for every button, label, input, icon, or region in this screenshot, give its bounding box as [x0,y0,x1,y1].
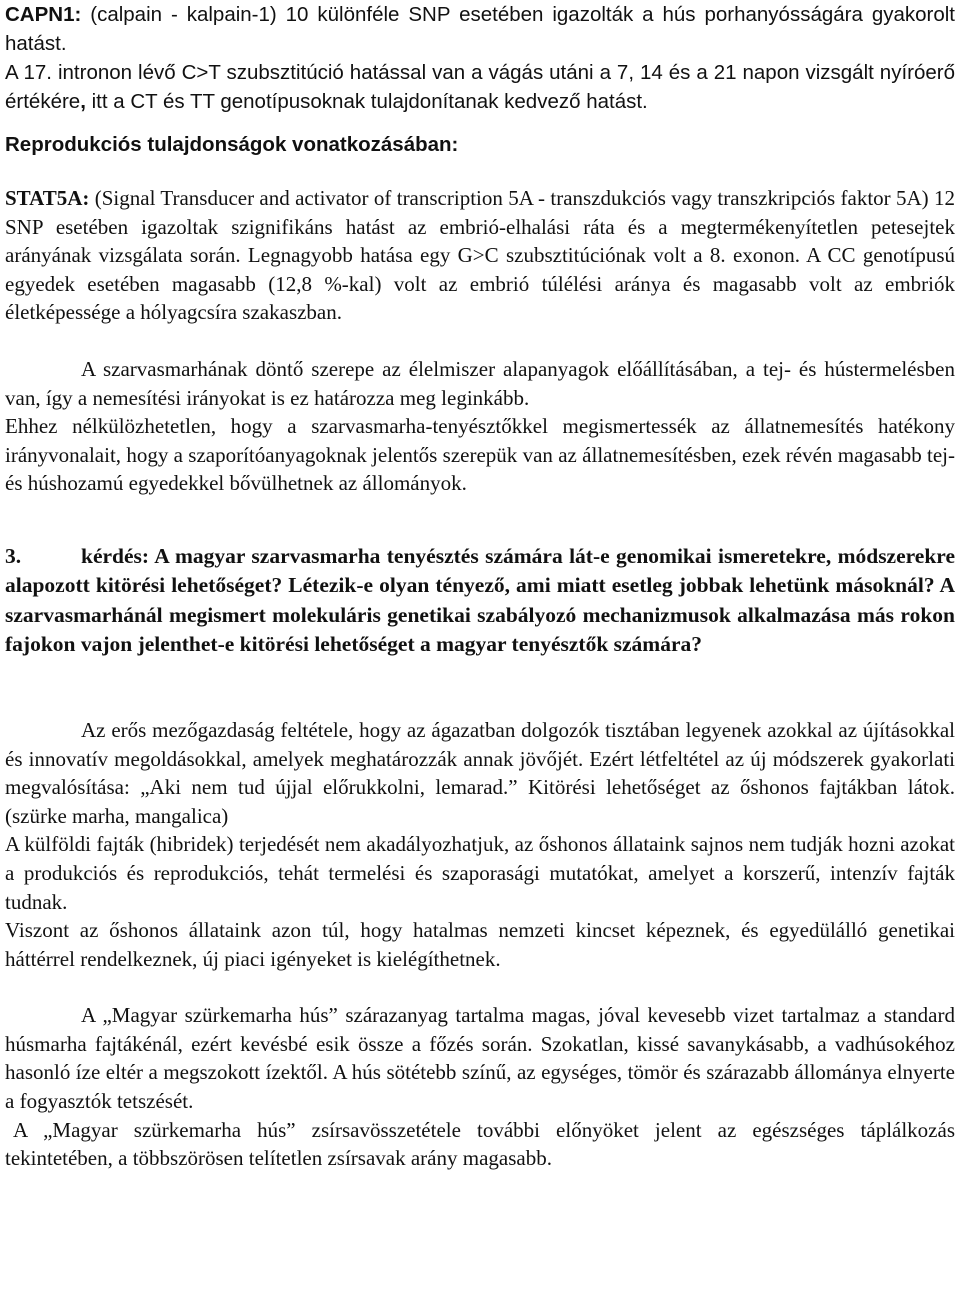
question-text: kérdés: A magyar szarvasmarha tenyésztés számára lát-e genomikai ismeretekre, módszerekre alapozott kitörési lehetőséget? Létezik-e olyan tényező, ami miatt esetleg jobbak lehetünk másoknál? A szarvasmarhánál megismert molekuláris genetikai szabályozó mechanizmusok alkalmazása más rokon fajokon vajon jelenthet-e kitörési lehetőséget a magyar tenyésztők számára? [5,543,955,657]
stat5a-label: STAT5A: [5,186,90,210]
intron-comma: , [80,90,86,113]
intron-text-2: itt a CT és TT genotípusoknak tulajdonítanak kedvező hatást. [85,90,648,113]
capn1-label: CAPN1: [5,3,82,26]
stat5a-text-2: Legnagyobb hatása egy G>C szubsztitúciónak volt a 8. exonon. A CC genotípusú egyedek esetében magasabb (12,8 %-kal) volt az embrió túlélési aránya és magasabb volt az embriók életképessége a hólyagcsíra szakaszban. [5,243,955,325]
stat5a-paragraph [5,184,955,327]
native-animals-paragraph: Viszont az őshonos állataink azon túl, hogy hatalmas nemzeti kincset képeznek, és egyedülálló genetikai háttérrel rendelkeznek, új piaci igényeket is kielégíthetnek. [5,918,955,971]
agriculture-paragraph: Az erős mezőgazdaság feltétele, hogy az ágazatban dolgozók tisztában legyenek azokkal az újításokkal és innovatív megoldásokkal, amelyek meghatározzák annak jövőjét. Ezért létfeltétel az új módszerek gyakorlati megvalósítása: „Aki nem tud újjal előrukkolni, lemarad.” Kitörési lehetőséget az őshonos fajtákban látok. (szürke marha, mangalica) [5,717,955,828]
foreign-breeds-paragraph: A külföldi fajták (hibridek) terjedését nem akadályozhatjuk, az őshonos állataink sajnos nem tudják hozni azokat a produkciós és reprodukciós, tehát termelési és szaporasági mutatókat, amelyet a korszerű, intenzív fajták tudnak. [5,832,955,914]
grey-cattle-dry-matter-paragraph: A „Magyar szürkemarha hús” szárazanyag tartalma magas, jóval kevesebb vizet tartalmaz a standard húsmarha fajtákénál, ezért kevésbé esik össze a főzés során. Szokatlan, kissé savanykásabb, a vadhúsokéhoz hasonló íze eltér a megszokott ízektől. A hús sötétebb színű, az egységes, tömör és szárazabb állománya elnyerte a fogyasztók tetszését. [5,1003,955,1114]
document-page [5,0,955,1173]
question-3 [5,542,955,660]
intron-text: A 17. intronon lévő C>T szubsztitúció hatással van a vágás utáni a 7, 14 és a 21 napon vizsgált nyíróerő értékére [5,61,955,113]
question-number: 3. [5,543,22,568]
repro-heading: Reprodukciós tulajdonságok vonatkozásában: [5,133,459,156]
capn1-paragraph [5,0,955,58]
essential-paragraph: Ehhez nélkülözhetetlen, hogy a szarvasmarha-tenyésztőkkel megismertessék az állatnemesítés hatékony irányvonalait, hogy a szaporítóanyagoknak jelentős szerepük van az állatnemesítésben, ezek révén magasabb tej- és húshozamú egyedekkel bővülhetnek az állományok. [5,414,955,496]
dominant-role-paragraph: A szarvasmarhának döntő szerepe az élelmiszer alapanyagok előállításában, a tej- és hústermelésben van, így a nemesítési irányokat is ez határozza meg leginkább. [5,356,955,410]
grey-cattle-fatty-acid-paragraph: A „Magyar szürkemarha hús” zsírsavösszetétele további előnyöket jelent az egészséges táplálkozás tekintetében, a többszörösen telítetlen zsírsavak arány magasabb. [5,1117,955,1171]
capn1-text: (calpain - kalpain-1) 10 különféle SNP esetében igazolták a hús porhanyósságára gyakorolt hatást. [5,3,955,55]
intron-paragraph [5,58,955,116]
stat5a-text: (Signal Transducer and activator of transcription 5A - transzdukciós vagy transzkripciós faktor 5A) 12 SNP esetében igazoltak szignifikáns hatást az embrió-elhalási ráta és a megtermékenyítetlen petesejtek arányának vizsgálata során. [5,186,955,268]
